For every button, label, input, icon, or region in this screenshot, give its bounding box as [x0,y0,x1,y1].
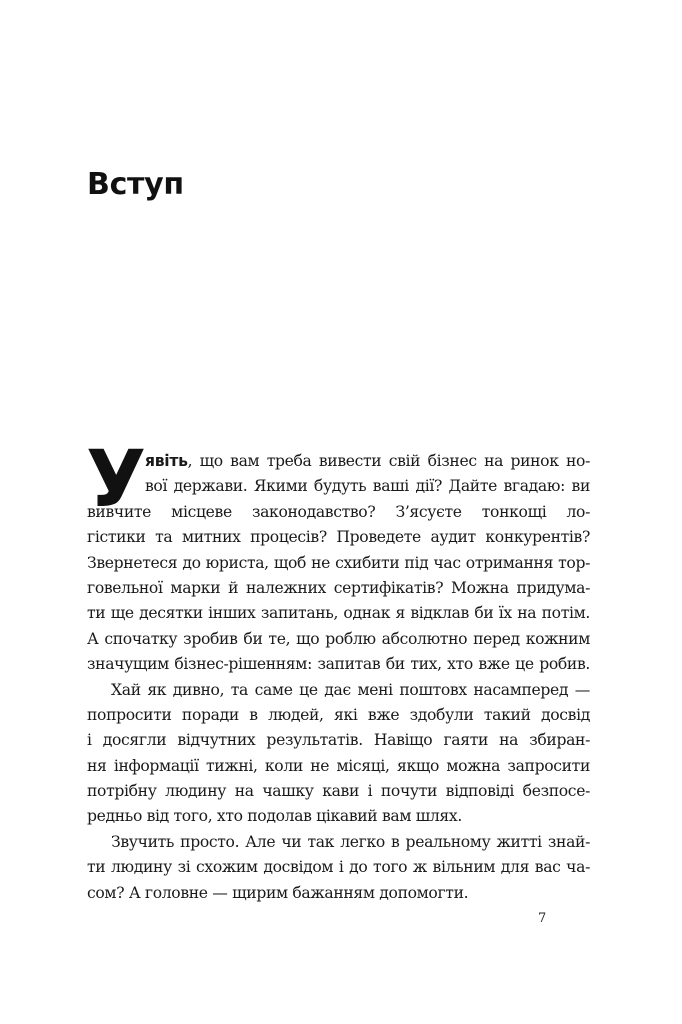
drop-cap-letter: У [86,435,147,525]
body-text [87,449,590,906]
text-line: Звучить просто. Але чи так легко в реальному житті знай- [111,832,590,851]
text-line: ти ще десятки інших запитань, однак я відклав би їх на потім. [87,604,590,623]
text-line: говельної марки й належних сертифікатів? Можна придума- [87,578,590,597]
chapter-title: Вступ [87,167,184,202]
text-line: сом? А головне — щирим бажанням допомогти. [87,883,469,902]
paragraph-3 [87,830,590,906]
text-line: А спочатку зробив би те, що роблю абсолютно перед кожним [87,629,590,648]
paragraph-2 [87,678,590,830]
first-word: явіть [145,452,188,470]
text-line: ня інформації тижні, коли не місяці, якщо можна запросити [87,756,590,775]
text-line: Хай як дивно, та саме це дає мені поштовх насамперед — [111,680,590,699]
text-line: вої держави. Якими будуть ваші дії? Дайте вгадаю: ви [145,477,590,496]
text-line: потрібну людину на чашку кави і почути відповіді безпосе- [87,782,590,801]
text-line: явіть, що вам треба вивести свій бізнес на ринок но- [145,452,590,470]
text-line: попросити поради в людей, які вже здобули такий досвід [87,705,590,724]
text-line: і досягли відчутних результатів. Навіщо гаяти на збиран- [87,731,590,750]
text-line: вивчите місцеве законодавство? З’ясуєте тонкощі ло- [87,502,590,521]
text-line: редньо від того, хто подолав цікавий вам шлях. [87,807,462,826]
paragraph-1 [87,449,590,678]
text-line: Звернетеся до юриста, щоб не схибити під час отримання тор- [87,553,590,572]
text-line: значущим бізнес-рішенням: запитав би тих, хто вже це робив. [87,655,590,674]
text-line: гістики та митних процесів? Проведете аудит конкурентів? [87,528,590,547]
text-line: ти людину зі схожим досвідом і до того ж вільним для вас ча- [87,858,590,877]
page-number: 7 [538,911,547,926]
